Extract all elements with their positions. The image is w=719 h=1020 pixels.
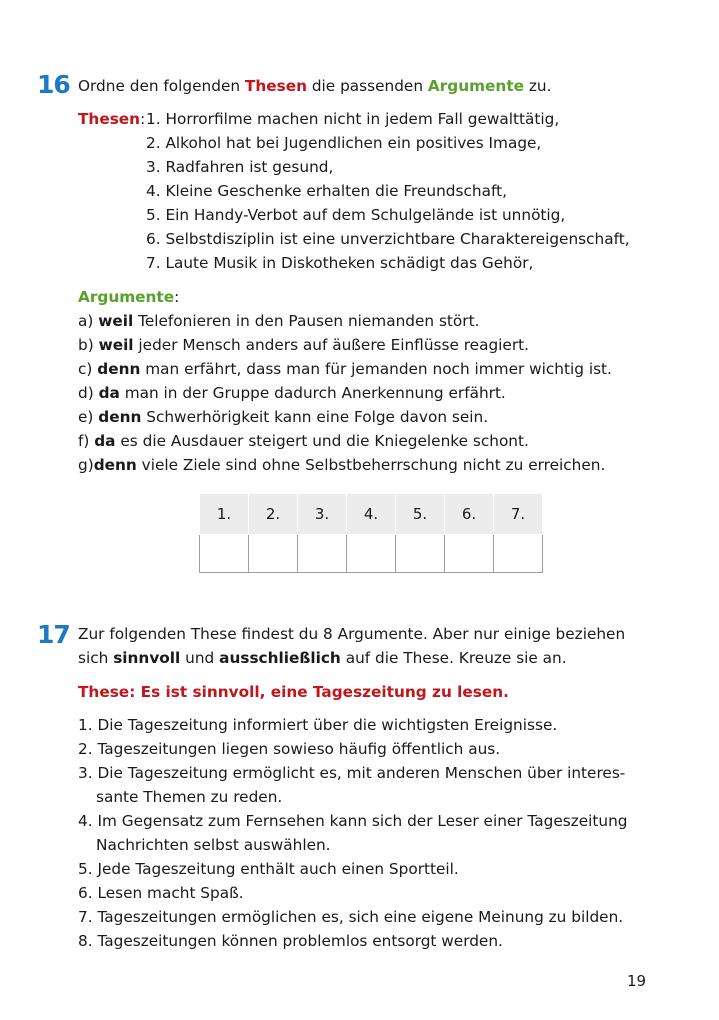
grid-header-5: 5. <box>396 494 445 535</box>
thesen-keyword: Thesen <box>244 77 307 95</box>
answer-cell-1[interactable] <box>200 535 249 573</box>
exercise-17-intro-line-2: sich sinnvoll und ausschließlich auf die These. Kreuze sie an. <box>78 649 567 667</box>
these-3: 3. Radfahren ist gesund, <box>146 158 334 176</box>
grid-header-1: 1. <box>200 494 249 535</box>
grid-header-6: 6. <box>445 494 494 535</box>
tz-item-3: 3. Die Tageszeitung ermöglicht es, mit anderen Menschen über interes- <box>78 764 626 782</box>
argument-e: e) denn Schwerhörigkeit kann eine Folge davon sein. <box>78 408 489 426</box>
grid-header-3: 3. <box>298 494 347 535</box>
page-number: 19 <box>627 972 647 990</box>
answer-cell-4[interactable] <box>347 535 396 573</box>
answer-cell-5[interactable] <box>396 535 445 573</box>
these-statement: These: Es ist sinnvoll, eine Tageszeitung zu lesen. <box>78 683 509 701</box>
exercise-16-instruction: Ordne den folgenden Thesen die passenden Argumente zu. <box>78 77 552 95</box>
answer-cell-6[interactable] <box>445 535 494 573</box>
tz-item-3-cont: sante Themen zu reden. <box>96 788 283 806</box>
tz-item-5: 5. Jede Tageszeitung enthält auch einen Sportteil. <box>78 860 459 878</box>
answer-cell-2[interactable] <box>249 535 298 573</box>
tz-item-4: 4. Im Gegensatz zum Fernsehen kann sich der Leser einer Tageszeitung <box>78 812 628 830</box>
answer-grid <box>199 493 543 573</box>
these-6: 6. Selbstdisziplin ist eine unverzichtbare Charaktereigenschaft, <box>146 230 630 248</box>
grid-header-4: 4. <box>347 494 396 535</box>
these-2: 2. Alkohol hat bei Jugendlichen ein positives Image, <box>146 134 542 152</box>
thesen-heading: Thesen: <box>78 110 146 128</box>
argument-d: d) da man in der Gruppe dadurch Anerkennung erfährt. <box>78 384 506 402</box>
tz-item-4-cont: Nachrichten selbst auswählen. <box>96 836 331 854</box>
these-4: 4. Kleine Geschenke erhalten die Freundschaft, <box>146 182 507 200</box>
answer-cell-3[interactable] <box>298 535 347 573</box>
argument-f: f) da es die Ausdauer steigert und die Kniegelenke schont. <box>78 432 529 450</box>
exercise-number-16: 16 <box>37 70 70 99</box>
exercise-17-intro-line-1: Zur folgenden These findest du 8 Argumente. Aber nur einige beziehen <box>78 625 626 643</box>
grid-header-2: 2. <box>249 494 298 535</box>
tz-item-7: 7. Tageszeitungen ermöglichen es, sich eine eigene Meinung zu bilden. <box>78 908 624 926</box>
argument-g: g)denn viele Ziele sind ohne Selbstbeherrschung nicht zu erreichen. <box>78 456 606 474</box>
these-5: 5. Ein Handy-Verbot auf dem Schulgelände ist unnötig, <box>146 206 566 224</box>
tz-item-2: 2. Tageszeitungen liegen sowieso häufig öffentlich aus. <box>78 740 501 758</box>
argumente-heading: Argumente: <box>78 288 180 306</box>
tz-item-6: 6. Lesen macht Spaß. <box>78 884 244 902</box>
answer-cell-7[interactable] <box>494 535 543 573</box>
argument-a: a) weil Telefonieren in den Pausen niemanden stört. <box>78 312 480 330</box>
argumente-keyword: Argumente <box>427 77 525 95</box>
these-7: 7. Laute Musik in Diskotheken schädigt das Gehör, <box>146 254 534 272</box>
argument-b: b) weil jeder Mensch anders auf äußere Einflüsse reagiert. <box>78 336 529 354</box>
tz-item-8: 8. Tageszeitungen können problemlos entsorgt werden. <box>78 932 503 950</box>
argument-c: c) denn man erfährt, dass man für jemanden noch immer wichtig ist. <box>78 360 612 378</box>
grid-header-7: 7. <box>494 494 543 535</box>
these-1: 1. Horrorfilme machen nicht in jedem Fall gewalttätig, <box>146 110 560 128</box>
exercise-number-17: 17 <box>37 620 70 649</box>
tz-item-1: 1. Die Tageszeitung informiert über die wichtigsten Ereignisse. <box>78 716 558 734</box>
